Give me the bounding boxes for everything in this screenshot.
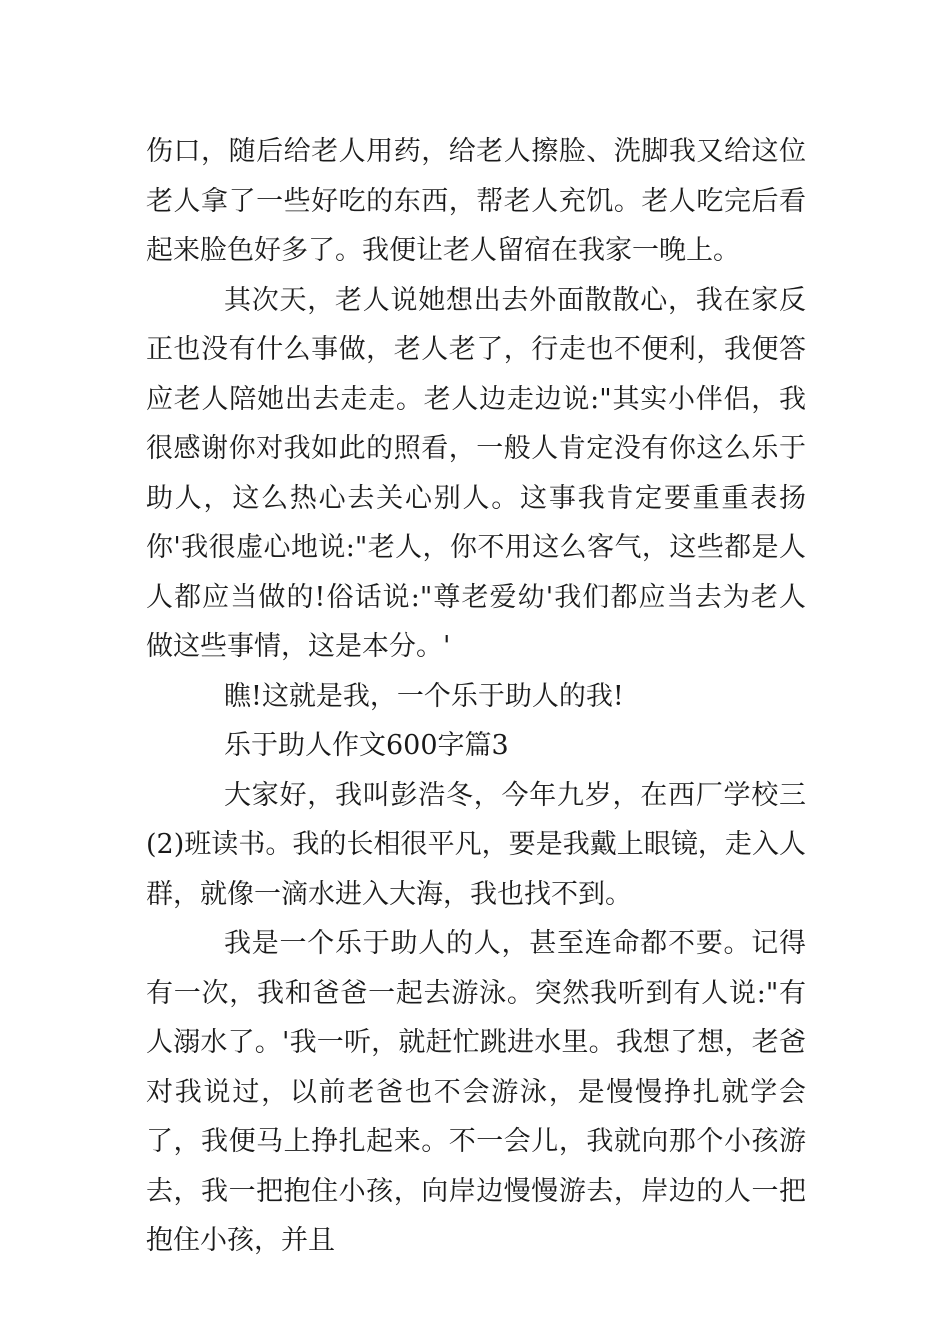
paragraph-1: 伤口，随后给老人用药，给老人擦脸、洗脚我又给这位老人拿了一些好吃的东西，帮老人充饥。老人吃完后看起来脸色好多了。我便让老人留宿在我家一晚上。 — [146, 136, 806, 266]
paragraph-2: 其次天，老人说她想出去外面散散心，我在家反正也没有什么事做，老人老了，行走也不便利，我便答应老人陪她出去走走。老人边走边说:"其实小伴侣，我很感谢你对我如此的照看，一般人肯定没有你这么乐于助人，这么热心去关心别人。这事我肯定要重重表扬你'我很虚心地说:"老人，你不用这么客气，这些都是人人都应当做的!俗话说:"尊老爱幼'我们都应当去为老人做这些事情，这是本分。' — [146, 284, 806, 662]
section-heading: 乐于助人作文600字篇3 — [224, 730, 509, 761]
document-body — [146, 127, 806, 1266]
paragraph-3: 瞧!这就是我，一个乐于助人的我! — [224, 680, 624, 712]
paragraph-4: 大家好，我叫彭浩冬，今年九岁，在西厂学校三(2)班读书。我的长相很平凡，要是我戴上眼镜，走入人群，就像一滴水进入大海，我也找不到。 — [146, 779, 806, 910]
paragraph-5: 我是一个乐于助人的人，甚至连命都不要。记得有一次，我和爸爸一起去游泳。突然我听到有人说:"有人溺水了。'我一听，就赶忙跳进水里。我想了想，老爸对我说过，以前老爸也不会游泳，是慢慢挣扎就学会了，我便马上挣扎起来。不一会儿，我就向那个小孩游去，我一把抱住小孩，向岸边慢慢游去，岸边的人一把抱住小孩，并且 — [146, 928, 806, 1256]
